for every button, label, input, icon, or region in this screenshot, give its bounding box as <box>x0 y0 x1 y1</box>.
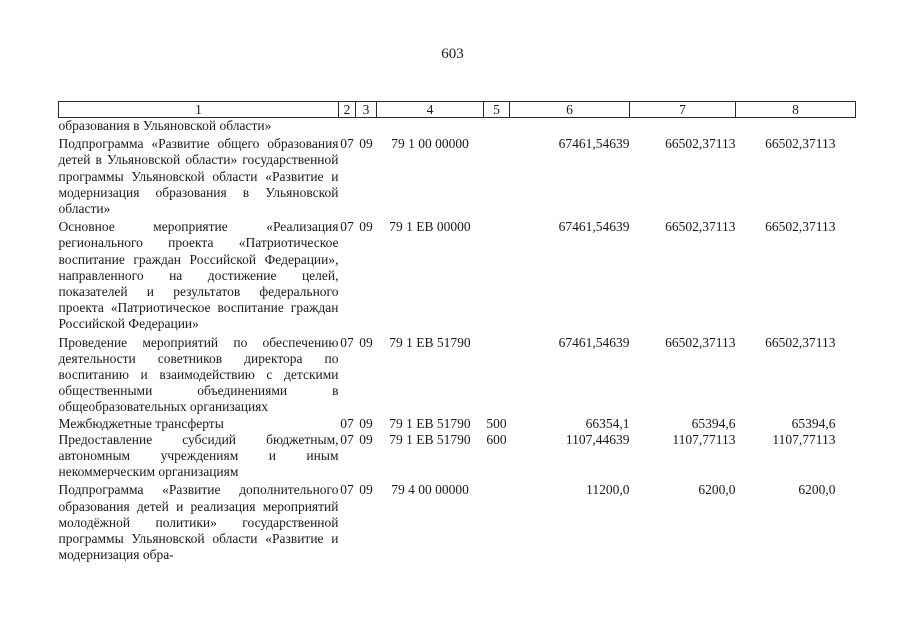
expense-type-code <box>484 480 510 563</box>
amount-col-6: 67461,54639 <box>558 219 630 235</box>
column-header-3: 3 <box>356 102 377 118</box>
table-row <box>59 480 856 563</box>
column-header-5: 5 <box>484 102 510 118</box>
expense-type-code <box>484 217 510 332</box>
expense-type-code: 500 <box>486 415 507 431</box>
target-article-code: 79 1 ЕВ 51790 <box>389 334 471 350</box>
section-code: 07 <box>340 219 354 235</box>
amount-col-8: 1107,77113 <box>772 431 836 447</box>
column-header-6: 6 <box>510 102 630 118</box>
amount-col-8: 66502,37113 <box>765 136 836 152</box>
amount-col-6: 66354,1 <box>585 415 630 431</box>
table-row <box>59 416 856 432</box>
column-header-8: 8 <box>736 102 856 118</box>
row-name: Подпрограмма «Развитие общего образования детей в Ульяновской области» государственной программы Ульяновской области «Развитие и модернизация образования в Ульяновской области» <box>58 136 339 217</box>
amount-col-6: 67461,54639 <box>558 334 630 350</box>
column-header-1: 1 <box>59 102 339 118</box>
table-row <box>59 333 856 416</box>
amount-col-7: 66502,37113 <box>665 136 736 152</box>
section-code: 07 <box>340 482 354 498</box>
section-code: 07 <box>340 136 354 152</box>
target-article-code: 79 1 ЕВ 51790 <box>389 415 471 431</box>
target-article-code: 79 1 00 00000 <box>391 136 469 152</box>
table-row <box>59 217 856 332</box>
subsection-code: 09 <box>359 136 373 152</box>
subsection-code: 09 <box>359 219 373 235</box>
row-name: Межбюджетные трансферты <box>58 415 224 431</box>
subsection-code: 09 <box>359 415 373 431</box>
amount-col-7: 66502,37113 <box>665 334 736 350</box>
expense-type-code <box>484 118 510 135</box>
amount-col-8: 66502,37113 <box>765 334 836 350</box>
page-number: 603 <box>441 46 464 62</box>
section-code: 07 <box>340 431 354 447</box>
row-name: Основное мероприятие «Реализация регионального проекта «Патриотическое воспитание граждан Российской Федерации», направленного на достижение целей, показателей и результатов федерального проекта «Патриотическое воспитание граждан Российской Федерации» <box>58 219 339 332</box>
subsection-code <box>356 118 377 135</box>
target-article-code: 79 1 ЕВ 51790 <box>389 431 471 447</box>
section-code: 07 <box>340 415 354 431</box>
target-article-code: 79 1 ЕВ 00000 <box>389 219 471 235</box>
amount-col-7: 6200,0 <box>698 482 736 498</box>
section-code: 07 <box>340 334 354 350</box>
amount-col-8: 6200,0 <box>798 482 836 498</box>
expense-type-code: 600 <box>486 431 507 447</box>
table-row <box>59 134 856 217</box>
amount-col-8 <box>736 118 856 135</box>
amount-col-7: 1107,77113 <box>672 431 736 447</box>
subsection-code: 09 <box>359 482 373 498</box>
expense-type-code <box>484 333 510 416</box>
amount-col-6 <box>510 118 630 135</box>
row-name: образования в Ульяновской области» <box>58 118 272 133</box>
column-header-4: 4 <box>377 102 484 118</box>
table-row <box>59 118 856 135</box>
column-header-7: 7 <box>630 102 736 118</box>
amount-col-7: 66502,37113 <box>665 219 736 235</box>
expense-type-code <box>484 134 510 217</box>
amount-col-8: 66502,37113 <box>765 219 836 235</box>
subsection-code: 09 <box>359 334 373 350</box>
amount-col-6: 1107,44639 <box>565 431 630 447</box>
budget-table <box>58 101 856 563</box>
column-header-2: 2 <box>339 102 356 118</box>
table-header-row <box>59 102 856 118</box>
amount-col-8: 65394,6 <box>791 415 836 431</box>
section-code <box>339 118 356 135</box>
row-name: Предоставление субсидий бюджетным, автономным учреждениям и иным некоммерческим организациям <box>58 431 339 480</box>
row-name: Проведение мероприятий по обеспечению деятельности советников директора по воспитанию и взаимодействию с детскими общественными объединениями в общеобразовательных организациях <box>58 334 339 415</box>
amount-col-6: 67461,54639 <box>558 136 630 152</box>
amount-col-7 <box>630 118 736 135</box>
row-name: Подпрограмма «Развитие дополнительного образования детей и реализация мероприятий молодёжной политики» государственной программы Ульяновской области «Развитие и модернизация обра- <box>58 482 339 563</box>
amount-col-6: 11200,0 <box>586 482 630 498</box>
subsection-code: 09 <box>359 431 373 447</box>
table-row <box>59 432 856 481</box>
amount-col-7: 65394,6 <box>691 415 736 431</box>
target-article-code: 79 4 00 00000 <box>391 482 469 498</box>
target-article-code <box>377 118 484 135</box>
